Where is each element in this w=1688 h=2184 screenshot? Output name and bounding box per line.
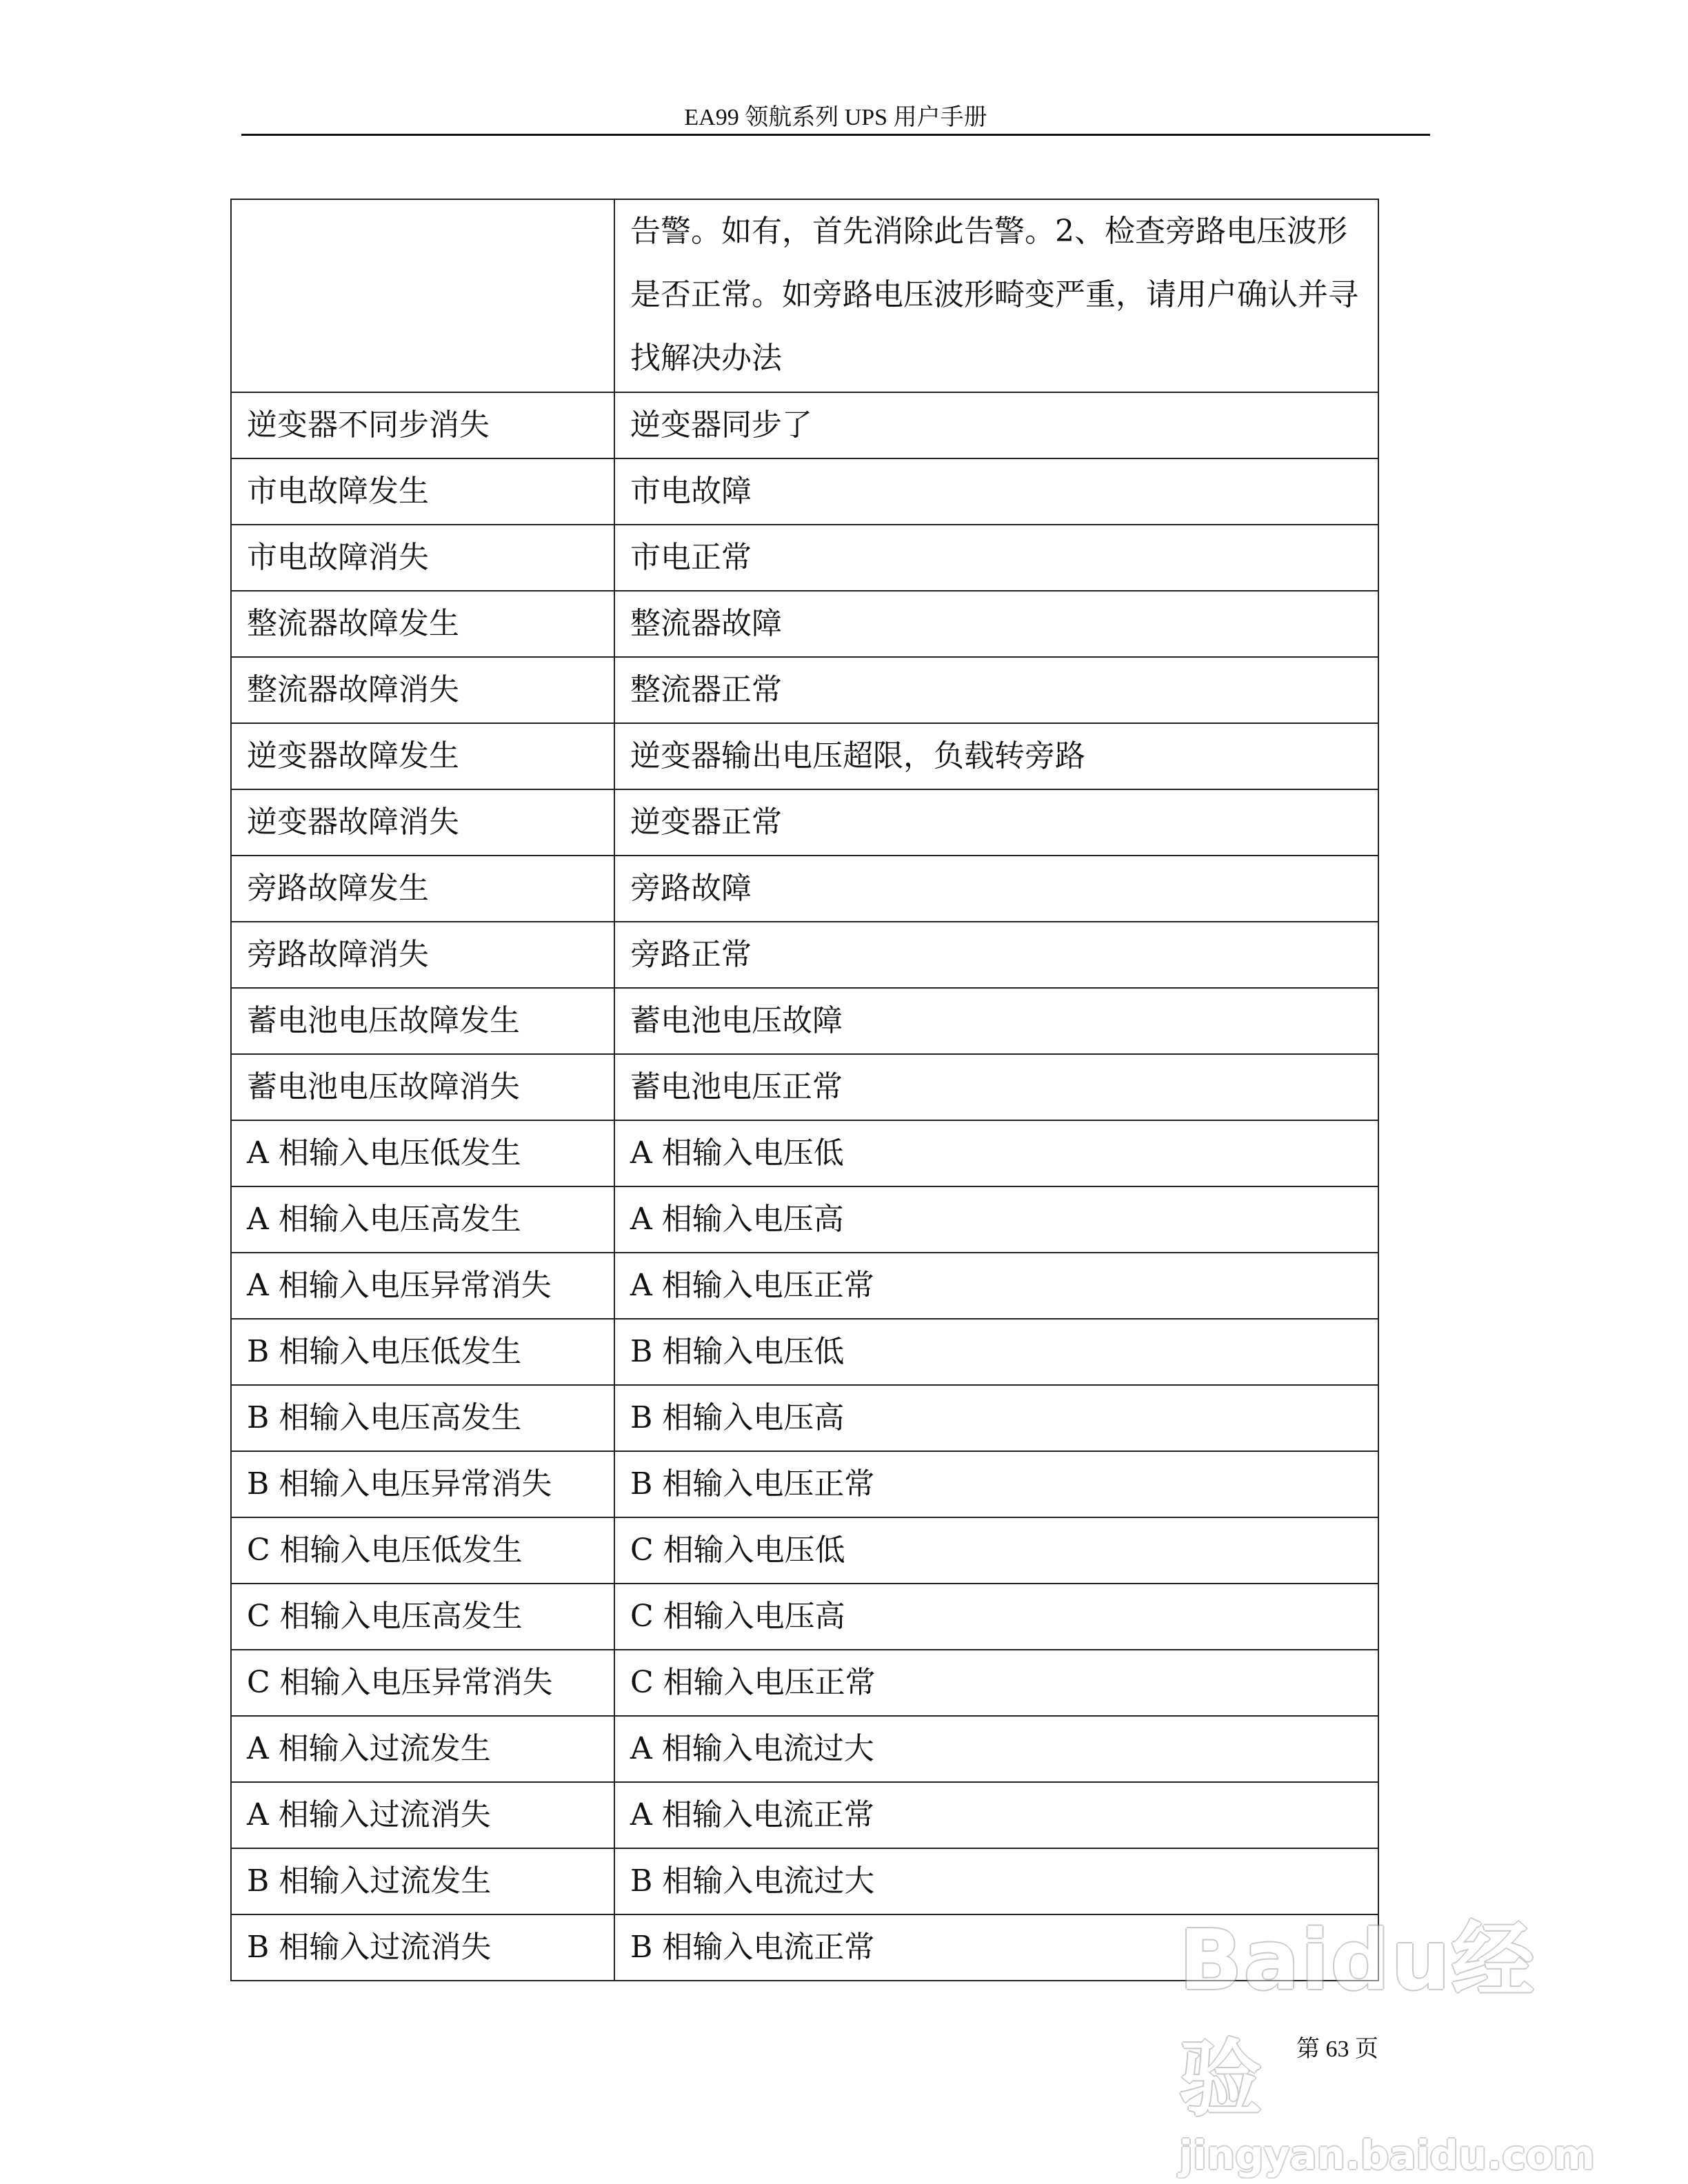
table-cell-description: B 相输入电压正常 (614, 1451, 1378, 1517)
table-cell-description: B 相输入电流过大 (614, 1848, 1378, 1914)
table-row (231, 856, 1378, 922)
table-cell-description: 逆变器正常 (614, 789, 1378, 856)
table-cell-event: B 相输入电压异常消失 (231, 1451, 614, 1517)
table-cell-description: A 相输入电流过大 (614, 1716, 1378, 1782)
table-cell-event: 旁路故障发生 (231, 856, 614, 922)
table-row (231, 1782, 1378, 1848)
page-header-title: EA99 领航系列 UPS 用户手册 (684, 105, 987, 130)
table-cell-description: 告警。如有，首先消除此告警。2、检查旁路电压波形是否正常。如旁路电压波形畸变严重，请用户确认并寻找解决办法 (614, 199, 1378, 392)
header-divider (241, 134, 1430, 136)
table-cell-event: A 相输入过流消失 (231, 1782, 614, 1848)
table-row (231, 1319, 1378, 1385)
table-cell-event: 蓄电池电压故障消失 (231, 1054, 614, 1120)
table-cell-description: A 相输入电流正常 (614, 1782, 1378, 1848)
table-row (231, 922, 1378, 988)
table-cell-description: 蓄电池电压故障 (614, 988, 1378, 1054)
table-cell-event: A 相输入电压异常消失 (231, 1253, 614, 1319)
table-row (231, 1451, 1378, 1517)
table-row (231, 458, 1378, 525)
table-cell-event: B 相输入电压低发生 (231, 1319, 614, 1385)
event-description-table (230, 199, 1379, 1981)
table-row (231, 1517, 1378, 1584)
table-cell-event: 蓄电池电压故障发生 (231, 988, 614, 1054)
table-cell-description: 逆变器同步了 (614, 392, 1378, 458)
table-row (231, 723, 1378, 789)
table-row (231, 199, 1378, 392)
table-cell-event: B 相输入电压高发生 (231, 1385, 614, 1451)
table-cell-description: C 相输入电压正常 (614, 1650, 1378, 1716)
table-cell-description: 蓄电池电压正常 (614, 1054, 1378, 1120)
table-cell-event: 逆变器故障消失 (231, 789, 614, 856)
table-cell-event: A 相输入过流发生 (231, 1716, 614, 1782)
table-cell-description: 旁路正常 (614, 922, 1378, 988)
table-row (231, 525, 1378, 591)
table-cell-description: 整流器故障 (614, 591, 1378, 657)
table-row (231, 657, 1378, 723)
table-cell-event: 逆变器不同步消失 (231, 392, 614, 458)
table-cell-description: A 相输入电压正常 (614, 1253, 1378, 1319)
table-row (231, 591, 1378, 657)
table-row (231, 1253, 1378, 1319)
table-cell-event: C 相输入电压低发生 (231, 1517, 614, 1584)
table-row (231, 1186, 1378, 1253)
table-cell-event: 整流器故障发生 (231, 591, 614, 657)
table-cell-event: 整流器故障消失 (231, 657, 614, 723)
table-row (231, 392, 1378, 458)
table-cell-event: A 相输入电压高发生 (231, 1186, 614, 1253)
table-cell-description: 整流器正常 (614, 657, 1378, 723)
table-cell-event: C 相输入电压异常消失 (231, 1650, 614, 1716)
table-cell-description: B 相输入电压高 (614, 1385, 1378, 1451)
table-cell-description: 市电正常 (614, 525, 1378, 591)
table-row (231, 1584, 1378, 1650)
table-cell-event: 市电故障消失 (231, 525, 614, 591)
table-cell-description: C 相输入电压高 (614, 1584, 1378, 1650)
table-row (231, 1385, 1378, 1451)
table-row (231, 988, 1378, 1054)
table-cell-event (231, 199, 614, 392)
table-cell-description: 旁路故障 (614, 856, 1378, 922)
table-cell-description: 市电故障 (614, 458, 1378, 525)
table-row (231, 1054, 1378, 1120)
table-row (231, 789, 1378, 856)
table-cell-event: 市电故障发生 (231, 458, 614, 525)
table-cell-event: 逆变器故障发生 (231, 723, 614, 789)
table-cell-event: B 相输入过流消失 (231, 1914, 614, 1981)
table-cell-event: C 相输入电压高发生 (231, 1584, 614, 1650)
table-cell-description: 逆变器输出电压超限，负载转旁路 (614, 723, 1378, 789)
table-cell-description: B 相输入电流正常 (614, 1914, 1378, 1981)
table-cell-event: 旁路故障消失 (231, 922, 614, 988)
table-cell-description: C 相输入电压低 (614, 1517, 1378, 1584)
watermark-url: jingyan.baidu.com (1179, 2132, 1595, 2178)
table-row (231, 1650, 1378, 1716)
table-cell-event: A 相输入电压低发生 (231, 1120, 614, 1186)
page-number: 第 63 页 (1296, 2036, 1378, 2062)
table-cell-description: A 相输入电压高 (614, 1186, 1378, 1253)
table-row (231, 1120, 1378, 1186)
table-row (231, 1716, 1378, 1782)
watermark-brand: Baidu经验 (1179, 1913, 1536, 2127)
table-cell-event: B 相输入过流发生 (231, 1848, 614, 1914)
table-cell-description: B 相输入电压低 (614, 1319, 1378, 1385)
table-cell-description: A 相输入电压低 (614, 1120, 1378, 1186)
baidu-jingyan-watermark (1179, 1894, 1595, 2178)
